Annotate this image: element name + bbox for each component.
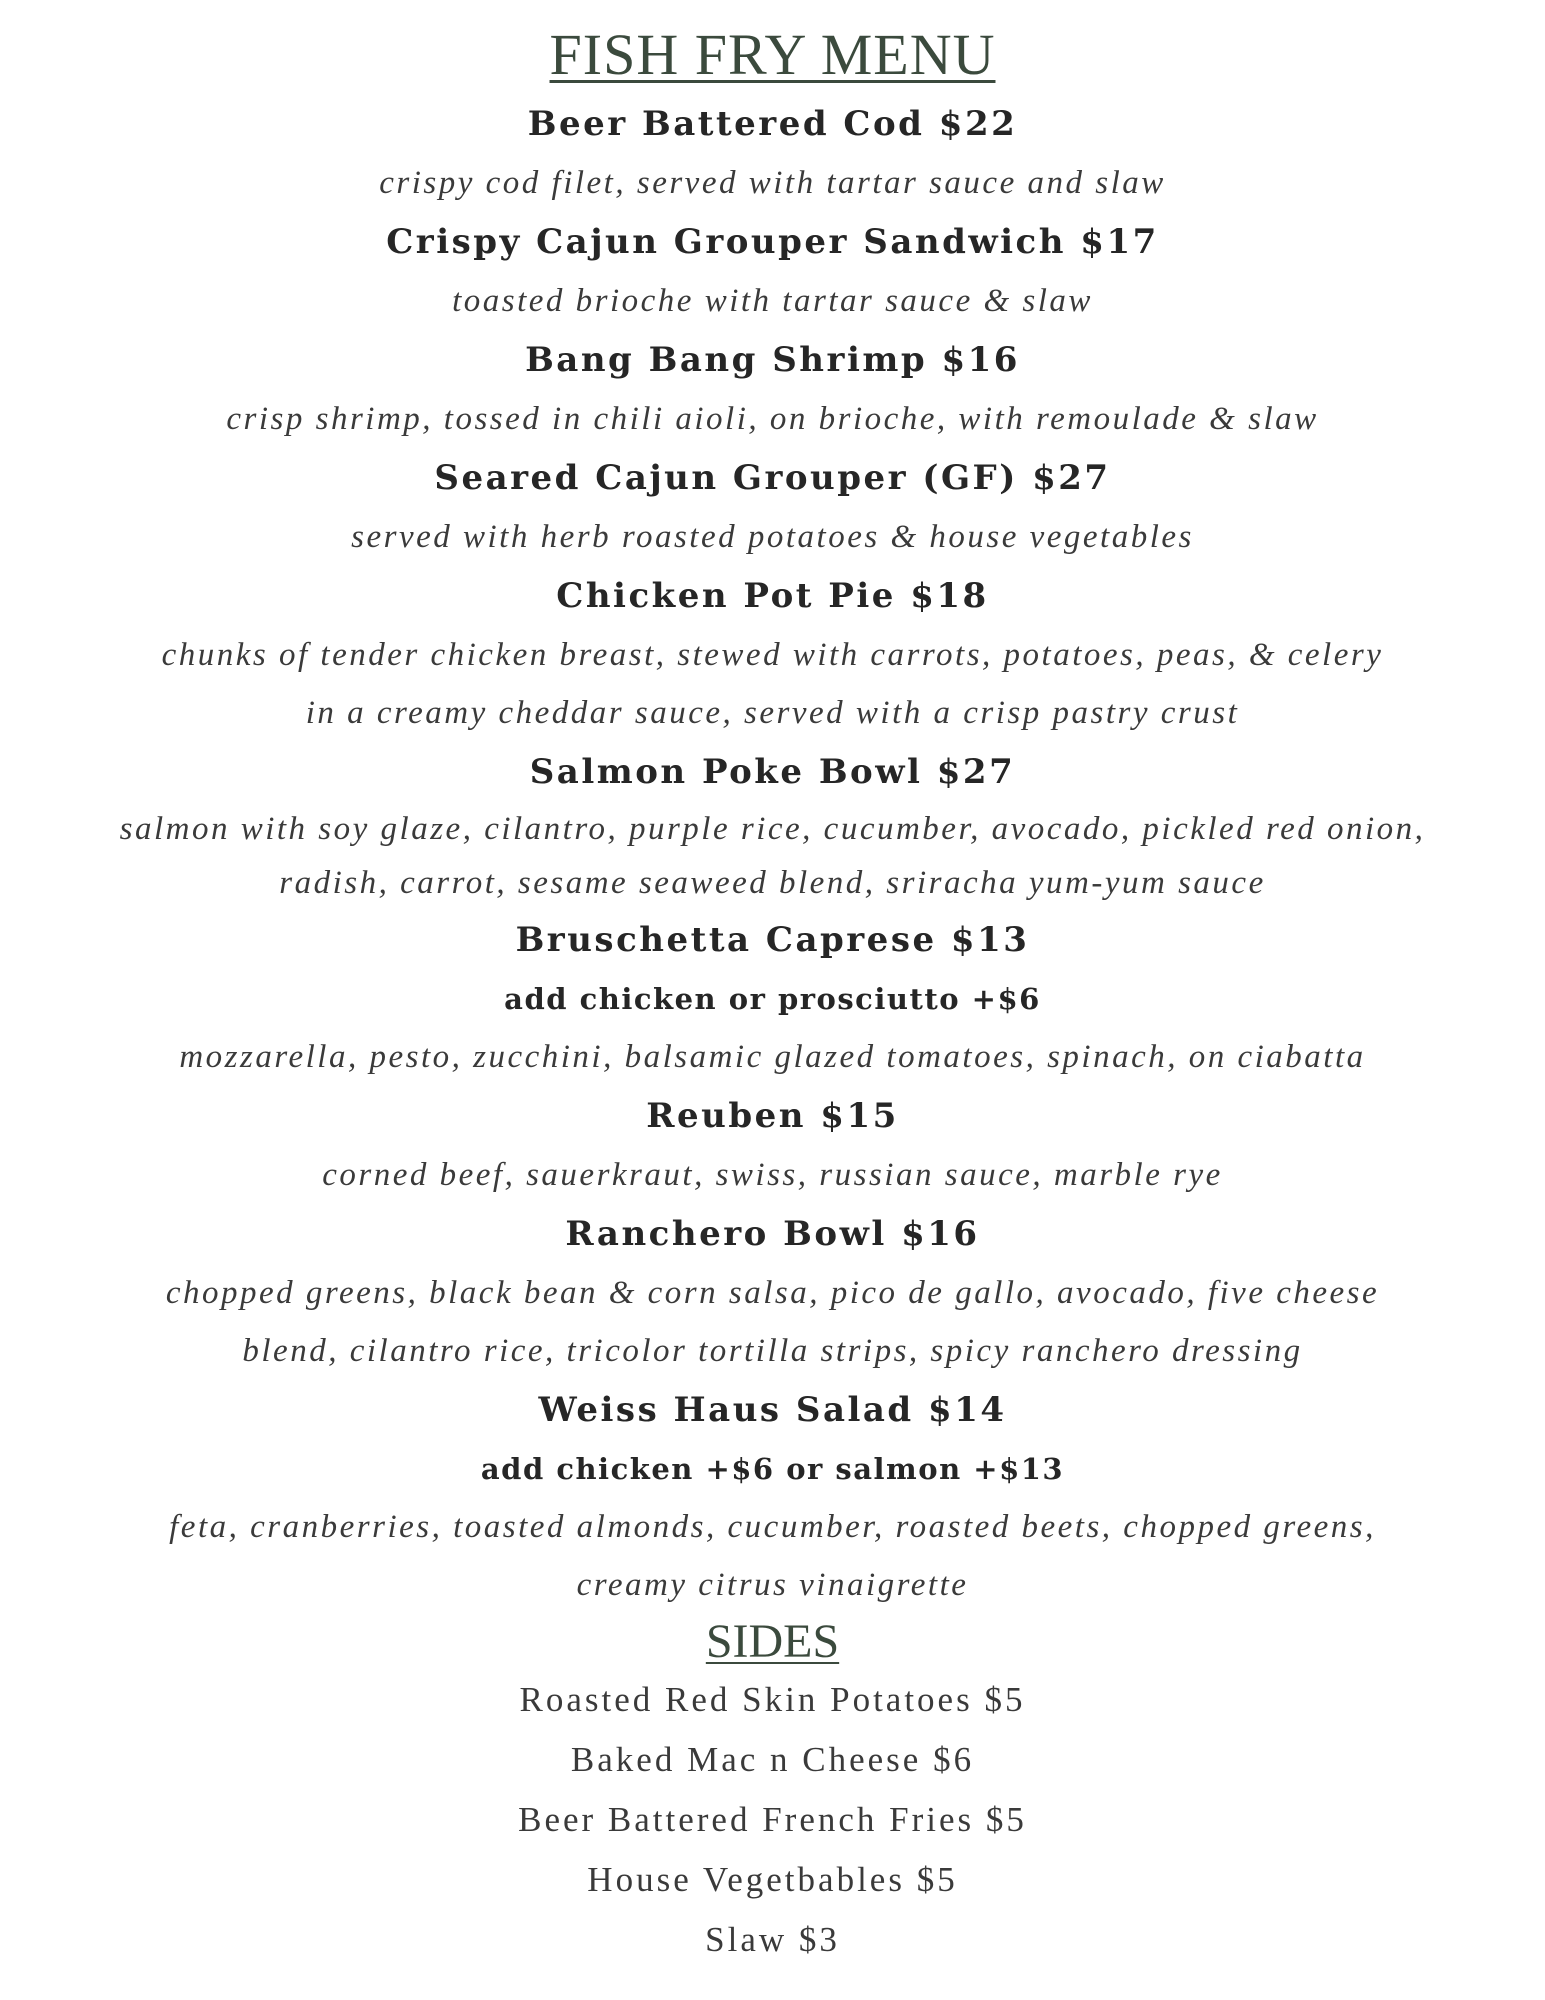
side-item: Slaw $3 <box>705 1920 840 1959</box>
menu-item <box>226 330 1318 448</box>
menu-item-addon: add chicken or prosciutto +$6 <box>504 982 1041 1016</box>
menu-item-description: creamy citrus vinaigrette <box>576 1567 969 1603</box>
menu-item-name: Bruschetta Caprese $13 <box>515 920 1030 960</box>
menu-item <box>179 910 1365 1086</box>
menu-item-description: served with herb roasted potatoes & house vegetables <box>351 519 1194 555</box>
menu-item <box>169 1380 1376 1614</box>
menu-item <box>162 566 1384 742</box>
menu-item-description: corned beef, sauerkraut, swiss, russian sauce, marble rye <box>322 1157 1223 1193</box>
menu-item <box>166 1204 1379 1380</box>
side-item: Beer Battered French Fries $5 <box>518 1800 1027 1839</box>
menu-item-description: chunks of tender chicken breast, stewed with carrots, potatoes, peas, & celery <box>161 637 1384 673</box>
menu-item-description: salmon with soy glaze, cilantro, purple rice, cucumber, avocado, pickled red onion, <box>119 811 1426 847</box>
menu-item-description: toasted brioche with tartar sauce & slaw <box>452 283 1093 319</box>
menu-item-name: Bang Bang Shrimp $16 <box>525 340 1020 380</box>
menu-item-description: feta, cranberries, toasted almonds, cucumber, roasted beets, chopped greens, <box>169 1509 1376 1545</box>
menu-item-description: crisp shrimp, tossed in chili aioli, on brioche, with remoulade & slaw <box>226 401 1319 437</box>
sides-title: SIDES <box>705 1615 840 1668</box>
menu-item-description: chopped greens, black bean & corn salsa, pico de gallo, avocado, five cheese <box>165 1275 1380 1311</box>
menu-item <box>386 212 1159 330</box>
menu-item <box>351 448 1194 566</box>
menu-item <box>322 1086 1223 1204</box>
menu-item-description: in a creamy cheddar sauce, served with a crisp pastry crust <box>305 695 1240 731</box>
menu-item-name: Weiss Haus Salad $14 <box>538 1390 1007 1430</box>
menu-title: FISH FRY MENU <box>549 22 996 87</box>
menu-item <box>379 94 1166 212</box>
menu-item-name: Crispy Cajun Grouper Sandwich $17 <box>386 222 1159 262</box>
menu-item-name: Beer Battered Cod $22 <box>527 104 1018 144</box>
menu-item-addon: add chicken +$6 or salmon +$13 <box>480 1452 1065 1486</box>
side-item: Roasted Red Skin Potatoes $5 <box>519 1680 1026 1719</box>
side-item: House Vegetbables $5 <box>587 1860 958 1899</box>
menu-item-name: Salmon Poke Bowl $27 <box>529 752 1016 792</box>
menu-item <box>120 742 1426 910</box>
menu-item-description: mozzarella, pesto, zucchini, balsamic glazed tomatoes, spinach, on ciabatta <box>179 1039 1366 1075</box>
menu-item-name: Chicken Pot Pie $18 <box>556 576 989 616</box>
menu-item-description: crispy cod filet, served with tartar sauce and slaw <box>379 165 1166 201</box>
side-item: Baked Mac n Cheese $6 <box>570 1740 975 1779</box>
menu-item-name: Seared Cajun Grouper (GF) $27 <box>434 458 1111 498</box>
menu-item-name: Ranchero Bowl $16 <box>565 1214 980 1254</box>
menu-item-name: Reuben $15 <box>646 1096 899 1136</box>
menu-item-description: radish, carrot, sesame seaweed blend, sriracha yum-yum sauce <box>279 865 1266 901</box>
menu-item-description: blend, cilantro rice, tricolor tortilla strips, spicy ranchero dressing <box>242 1333 1303 1369</box>
